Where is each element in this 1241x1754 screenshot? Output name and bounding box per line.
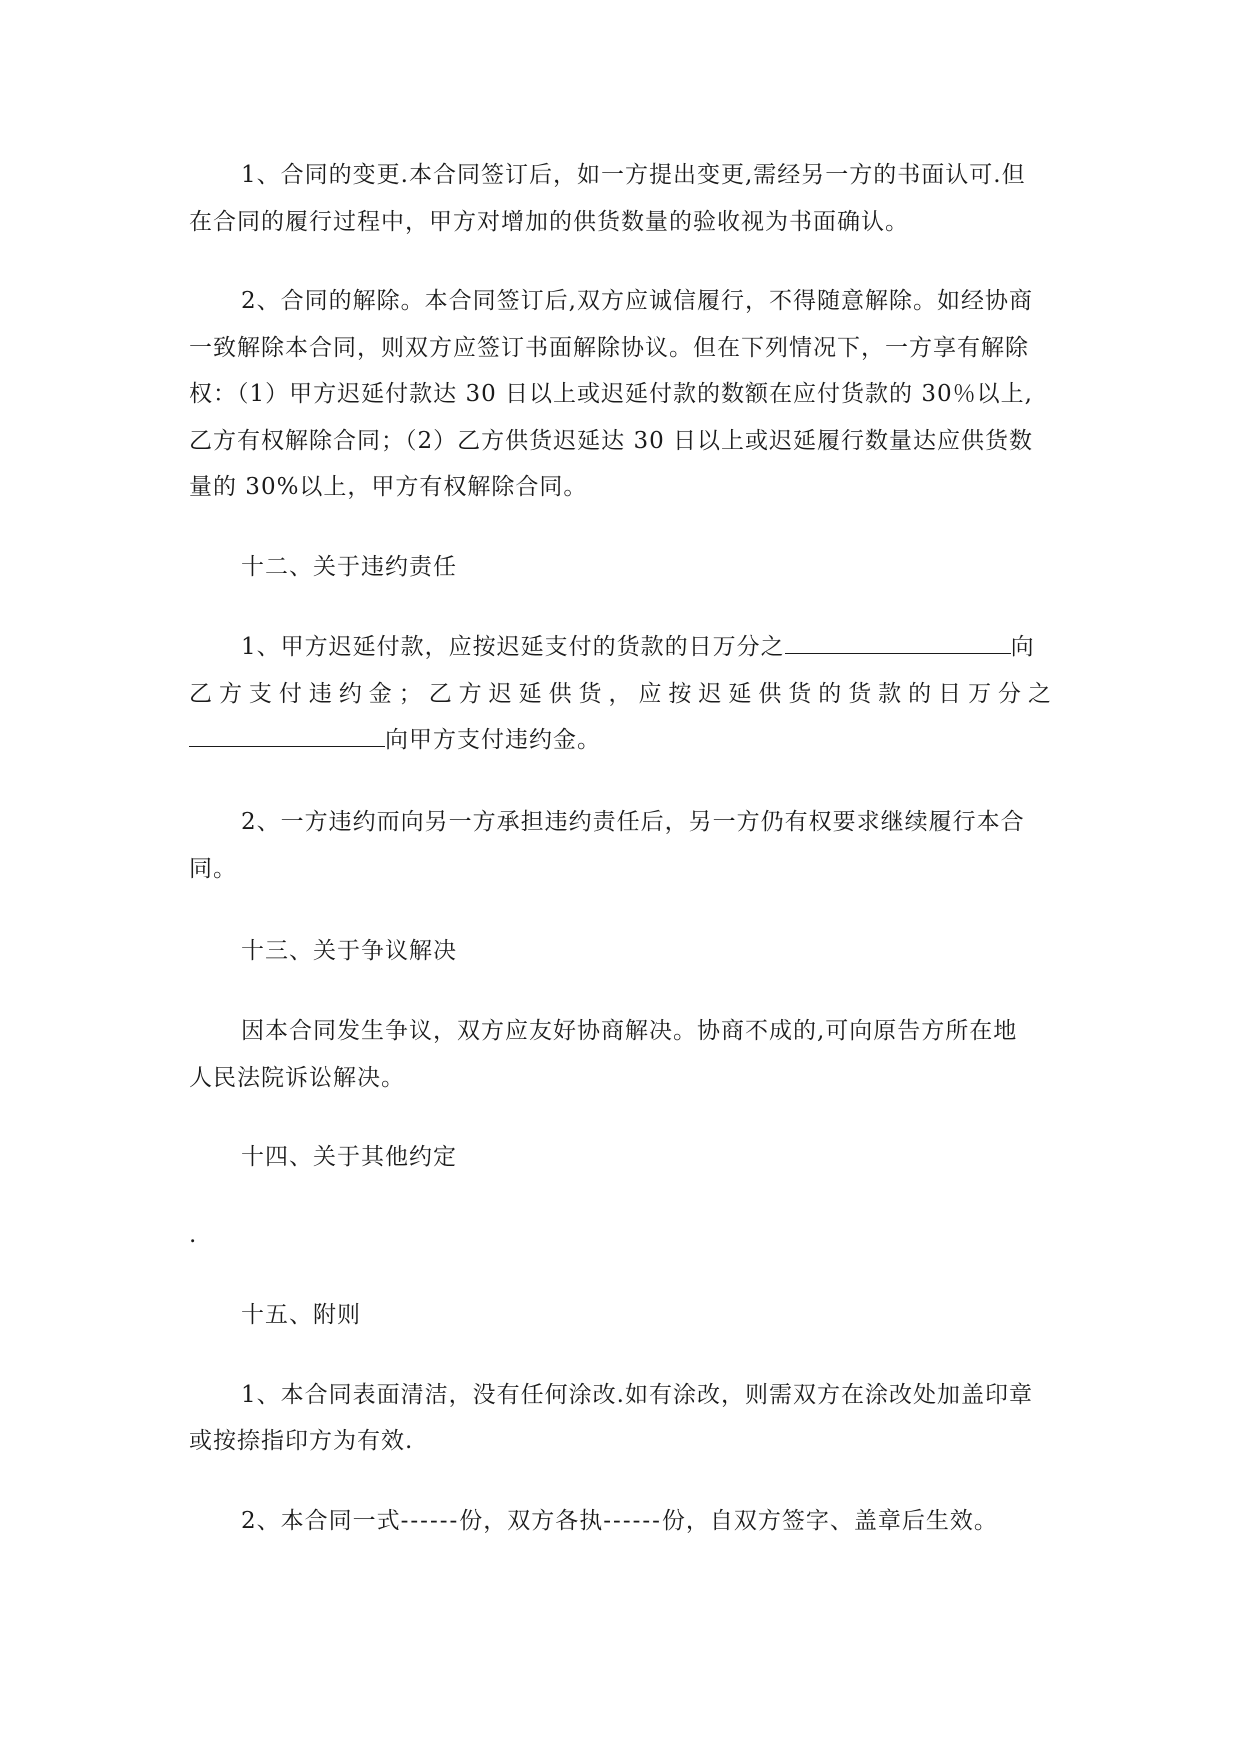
clause-termination-line-4: 乙方有权解除合同；（2）乙方供货迟延达 30 日以上或迟延履行数量达应供货数 — [189, 428, 1034, 454]
section-heading-14: 十四、关于其他约定 — [241, 1144, 457, 1170]
clause-dispute-line-1: 因本合同发生争议，双方应友好协商解决。协商不成的,可向原告方所在地 — [241, 1018, 1018, 1044]
section-heading-15: 十五、附则 — [241, 1302, 361, 1328]
clause-termination-line-5: 量的 30%以上，甲方有权解除合同。 — [189, 474, 588, 500]
clause-late-payment-line-1 — [241, 631, 1035, 663]
clause-termination-line-2: 一致解除本合同，则双方应签订书面解除协议。但在下列情况下，一方享有解除 — [189, 335, 1029, 361]
clause-late-payment-suffix: 向 — [1010, 634, 1035, 660]
rate-blank-buyer — [785, 631, 1011, 654]
clause-late-payment-line-2: 乙方支付违约金；乙方迟延供货，应按迟延供货的货款的日万分之 — [189, 681, 1052, 707]
clause-continue-performance-line-1: 2、一方违约而向另一方承担违约责任后，另一方仍有权要求继续履行本合 — [241, 809, 1025, 835]
other-agreements-placeholder: . — [189, 1222, 198, 1248]
clause-clean-copy-line-2: 或按捺指印方为有效. — [189, 1428, 414, 1454]
clause-clean-copy-line-1: 1、本合同表面清洁，没有任何涂改.如有涂改，则需双方在涂改处加盖印章 — [241, 1382, 1033, 1408]
clause-amendment-line-2: 在合同的履行过程中，甲方对增加的供货数量的验收视为书面确认。 — [189, 209, 909, 235]
clause-dispute-line-2: 人民法院诉讼解决。 — [189, 1065, 405, 1091]
clause-copies-text-b: 份，双方各执 — [459, 1508, 604, 1534]
clause-termination-line-3: 权：（1）甲方迟延付款达 30 日以上或迟延付款的数额在应付货款的 30％以上, — [189, 381, 1033, 407]
clause-late-payment-line-3 — [189, 724, 601, 756]
clause-late-payment-end: 向甲方支付违约金。 — [385, 727, 601, 753]
clause-late-payment-text: 1、甲方迟延付款，应按迟延支付的货款的日万分之 — [241, 634, 785, 660]
rate-blank-seller — [189, 724, 385, 747]
clause-continue-performance-line-2: 同。 — [189, 856, 237, 882]
clause-copies-line — [241, 1505, 998, 1537]
section-heading-12: 十二、关于违约责任 — [241, 554, 457, 580]
clause-termination-line-1: 2、合同的解除。本合同签订后,双方应诚信履行，不得随意解除。如经协商 — [241, 288, 1033, 314]
section-heading-13: 十三、关于争议解决 — [241, 938, 457, 964]
copies-total-blank: ------ — [400, 1508, 460, 1534]
clause-copies-text-c: 份，自双方签字、盖章后生效。 — [661, 1508, 998, 1534]
clause-amendment-line-1: 1、合同的变更.本合同签订后，如一方提出变更,需经另一方的书面认可.但 — [241, 162, 1026, 188]
clause-copies-text-a: 2、本合同一式 — [241, 1508, 401, 1534]
copies-each-blank: ------ — [603, 1508, 662, 1534]
